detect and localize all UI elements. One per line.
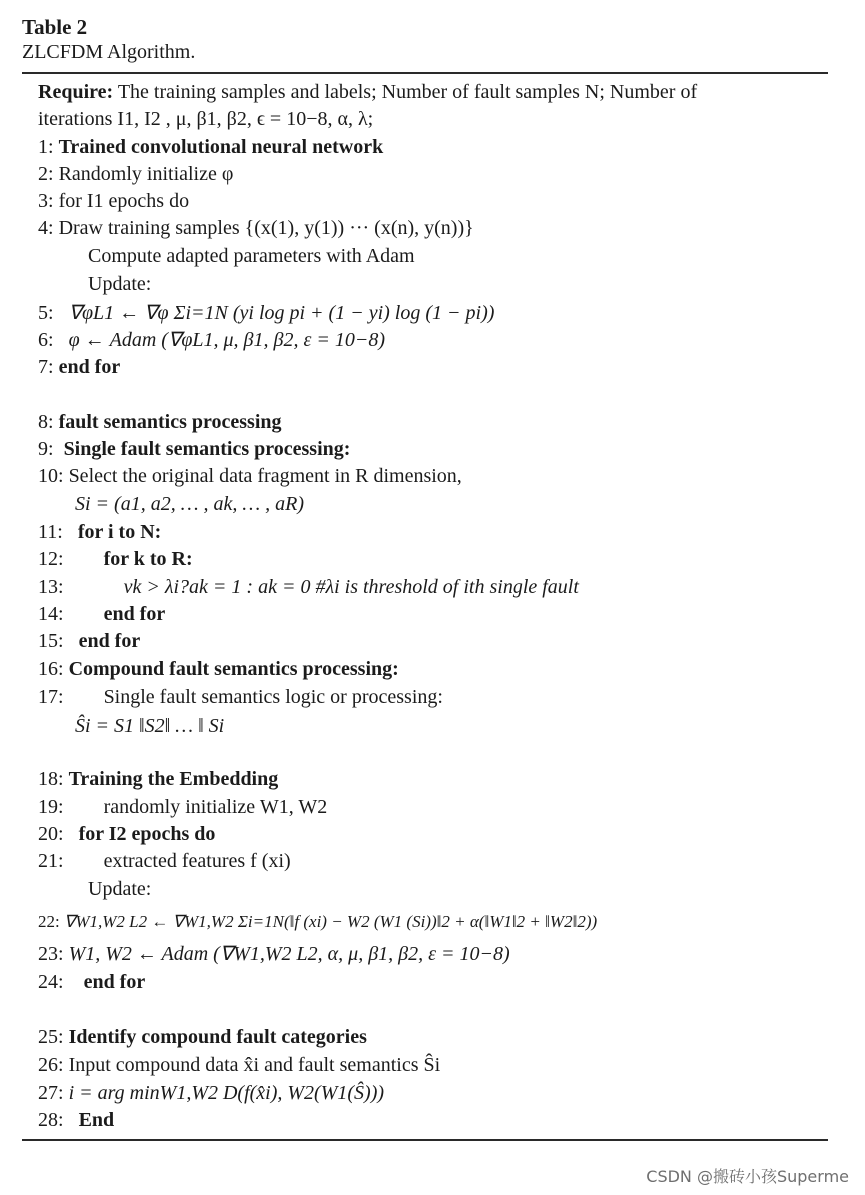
step-1: 1: Trained convolutional neural network [38,136,384,158]
step-17-formula: Ŝi = S1 ‖S2‖ … ‖ Si [75,715,225,737]
require-label: Require: [38,81,114,103]
step-5: 5: ∇φL1 ← ∇φ Σi=1N (yi log pi + (1 − yi) log (1 − pi)) [38,302,495,324]
step-23: 23: W1, W2 ← Adam (∇W1,W2 L2, α, μ, β1, β2, ε = 10−8) [38,943,510,965]
require-text-2: iterations I1, I2 , μ, β1, β2, ϵ = 10−8, α, λ; [38,108,374,130]
step-15: 15: end for [38,630,141,652]
step-9: 9: Single fault semantics processing: [38,438,351,460]
step-19: 19: randomly initialize W1, W2 [38,796,328,818]
step-10-formula: Si = (a1, a2, … , ak, … , aR) [75,493,305,515]
watermark: CSDN @搬砖小孩Superme [646,1167,849,1186]
step-4: 4: Draw training samples {(x(1), y(1)) ··· (x(n), y(n))} [38,217,474,239]
step-10: 10: Select the original data fragment in R dimension, [38,465,462,487]
step-4-update: Update: [88,273,152,295]
step-12: 12: for k to R: [38,548,193,570]
require-line-2 [38,107,373,131]
step-21: 21: extracted features f (xi) [38,850,291,872]
table-title: ZLCFDM Algorithm. [22,41,196,63]
table-caption [22,14,195,64]
step-26: 26: Input compound data x̂i and fault semantics Ŝi [38,1054,441,1076]
step-28: 28: End [38,1109,115,1131]
step-4-compute: Compute adapted parameters with Adam [88,245,415,267]
step-7: 7: end for [38,356,121,378]
step-20: 20: for I2 epochs do [38,823,216,845]
require-line [38,80,697,104]
step-13: 13: vk > λi?ak = 1 : ak = 0 #λi is threshold of ith single fault [38,576,579,598]
step-6: 6: φ ← Adam (∇φL1, μ, β1, β2, ε = 10−8) [38,329,386,351]
top-rule [22,72,828,74]
step-3: 3: for I1 epochs do [38,190,190,212]
step-24: 24: end for [38,971,146,993]
step-16: 16: Compound fault semantics processing: [38,658,399,680]
step-25: 25: Identify compound fault categories [38,1026,367,1048]
step-22: 22: ∇W1,W2 L2 ← ∇W1,W2 Σi=1N(‖f (xi) − W2 (W1 (Si))‖2 + α(‖W1‖2 + ‖W2‖2)) [38,912,598,931]
step-14: 14: end for [38,603,166,625]
bottom-rule [22,1139,828,1141]
step-27: 27: i = arg minW1,W2 D(f(x̂i), W2(W1(Ŝ))) [38,1082,385,1104]
step-21-update: Update: [88,878,152,900]
step-18: 18: Training the Embedding [38,768,279,790]
step-2: 2: Randomly initialize φ [38,163,234,185]
step-17: 17: Single fault semantics logic or processing: [38,686,443,708]
require-text: The training samples and labels; Number of fault samples N; Number of [117,81,698,103]
step-8: 8: fault semantics processing [38,411,282,433]
table-label: Table 2 [22,15,88,39]
step-11: 11: for i to N: [38,521,162,543]
